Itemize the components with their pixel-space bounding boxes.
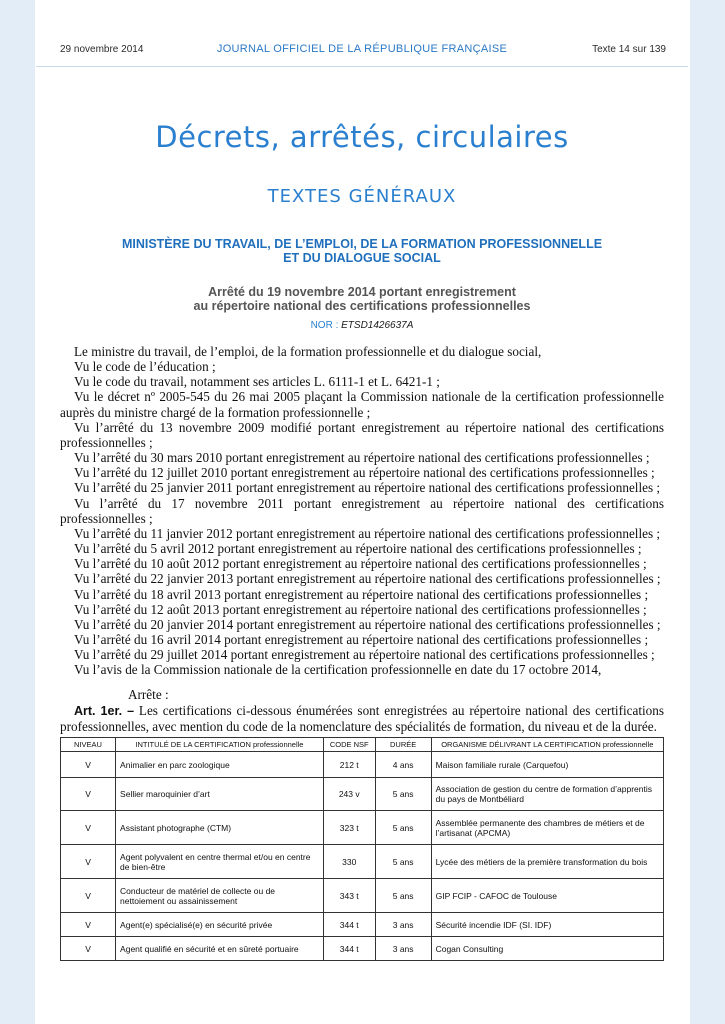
arrete-title-line-2: au répertoire national des certifications professionnelles: [193, 299, 531, 313]
paragraph: Vu l’avis de la Commission nationale de la certification professionnelle en date du 17 octobre 2014,: [74, 662, 602, 678]
header-date: 29 novembre 2014: [60, 44, 144, 55]
ministry-heading: [36, 237, 688, 265]
page-header: [36, 36, 688, 67]
cell-duration: 5 ans: [375, 879, 431, 913]
article-1: [60, 703, 664, 734]
paragraph: Vu l’arrêté du 12 août 2013 portant enregistrement au répertoire national des certifications professionnelles ;: [74, 601, 647, 617]
preamble: [60, 344, 664, 677]
paragraph: Vu l’arrêté du 29 juillet 2014 portant enregistrement au répertoire national des certifications professionnelles ;: [74, 647, 655, 663]
cell-duration: 3 ans: [375, 937, 431, 961]
cell-level: V: [61, 778, 116, 811]
paragraph: Vu le code du travail, notamment ses articles L. 6111-1 et L. 6421-1 ;: [74, 374, 440, 390]
ministry-line-1: MINISTÈRE DU TRAVAIL, DE L’EMPLOI, DE LA FORMATION PROFESSIONNELLE: [121, 237, 603, 251]
cell-code: 330: [323, 845, 375, 879]
table-row: [61, 845, 664, 879]
page-title: Décrets, arrêtés, circulaires: [155, 120, 569, 154]
cell-code: 243 v: [323, 778, 375, 811]
table-header-row: [61, 738, 664, 752]
cell-title: Conducteur de matériel de collecte ou de nettoiement ou assainissement: [116, 879, 324, 913]
cell-level: V: [61, 937, 116, 961]
paragraph: Vu l’arrêté du 16 avril 2014 portant enregistrement au répertoire national des certifications professionnelles ;: [74, 631, 649, 647]
cell-level: V: [61, 752, 116, 778]
table-row: [61, 778, 664, 811]
paragraph: Vu l’arrêté du 30 mars 2010 portant enregistrement au répertoire national des certifications professionnelles ;: [74, 450, 650, 466]
table-row: [61, 913, 664, 937]
header-journal-name: JOURNAL OFFICIEL DE LA RÉPUBLIQUE FRANÇAISE: [216, 43, 508, 55]
cell-code: 343 t: [323, 879, 375, 913]
arrete-title: [36, 285, 688, 313]
paragraph: Vu l’arrêté du 5 avril 2012 portant enregistrement au répertoire national des certifications professionnelles ;: [74, 541, 642, 557]
paragraph: Vu l’arrêté du 22 janvier 2013 portant enregistrement au répertoire national des certifications professionnelles ;: [74, 571, 661, 587]
cell-level: V: [61, 913, 116, 937]
cell-title: Assistant photographe (CTM): [116, 811, 324, 845]
left-margin-band: [0, 0, 35, 1024]
cell-duration: 5 ans: [375, 778, 431, 811]
ministry-line-2: ET DU DIALOGUE SOCIAL: [283, 251, 441, 265]
paragraph: Vu le code de l’éducation ;: [74, 359, 216, 375]
paragraph: Vu l’arrêté du 13 novembre 2009 modifié portant enregistrement au répertoire national des certifications professionnelles ;: [60, 419, 664, 450]
nor-reference: [36, 320, 688, 331]
cell-code: 344 t: [323, 913, 375, 937]
paragraph: Vu le décret nº 2005-545 du 26 mai 2005 plaçant la Commission nationale de la certification professionnelle auprès du ministre chargé de la formation professionnelle ;: [60, 389, 664, 420]
section-subtitle: TEXTES GÉNÉRAUX: [267, 186, 457, 207]
header-code: CODE NSF: [323, 738, 375, 752]
cell-organisation: Maison familiale rurale (Carquefou): [431, 752, 663, 778]
cell-title: Agent polyvalent en centre thermal et/ou en centre de bien-être: [116, 845, 324, 879]
article-text: Les certifications ci-dessous énumérées sont enregistrées au répertoire national des certifications professionnelles, avec mention du code de la nomenclature des spécialités de formation, du niveau et de la durée.: [60, 703, 664, 735]
certification-table: [60, 737, 664, 961]
cell-code: 344 t: [323, 937, 375, 961]
table-row: [61, 811, 664, 845]
paragraph: Vu l’arrêté du 25 janvier 2011 portant enregistrement au répertoire national des certifications professionnelles ;: [74, 480, 661, 496]
header-title: INTITULÉ DE LA CERTIFICATION professionnelle: [116, 738, 324, 752]
paragraph: Vu l’arrêté du 20 janvier 2014 portant enregistrement au répertoire national des certifications professionnelles ;: [74, 616, 661, 632]
paragraph: Le ministre du travail, de l’emploi, de la formation professionnelle et du dialogue social,: [74, 344, 542, 359]
header-level: NIVEAU: [61, 738, 116, 752]
cell-organisation: Sécurité incendie IDF (SI. IDF): [431, 913, 663, 937]
paragraph: Vu l’arrêté du 17 novembre 2011 portant enregistrement au répertoire national des certifications professionnelles ;: [60, 495, 664, 526]
cell-code: 323 t: [323, 811, 375, 845]
cell-code: 212 t: [323, 752, 375, 778]
cell-level: V: [61, 845, 116, 879]
cell-duration: 3 ans: [375, 913, 431, 937]
cell-duration: 5 ans: [375, 811, 431, 845]
cell-organisation: Lycée des métiers de la première transformation du bois: [431, 845, 663, 879]
paragraph: Vu l’arrêté du 10 août 2012 portant enregistrement au répertoire national des certifications professionnelles ;: [74, 556, 647, 572]
cell-level: V: [61, 879, 116, 913]
table-row: [61, 937, 664, 961]
cell-duration: 4 ans: [375, 752, 431, 778]
right-margin-band: [690, 0, 725, 1024]
nor-label: NOR :: [310, 320, 342, 331]
cell-organisation: GIP FCIP - CAFOC de Toulouse: [431, 879, 663, 913]
cell-duration: 5 ans: [375, 845, 431, 879]
arrete-word: Arrête :: [128, 687, 169, 702]
cell-level: V: [61, 811, 116, 845]
cell-title: Agent qualifié en sécurité et en sûreté portuaire: [116, 937, 324, 961]
table-row: [61, 879, 664, 913]
cell-organisation: Cogan Consulting: [431, 937, 663, 961]
table-row: [61, 752, 664, 778]
paragraph: Vu l’arrêté du 11 janvier 2012 portant enregistrement au répertoire national des certifications professionnelles ;: [74, 525, 661, 541]
header-duration: DURÉE: [375, 738, 431, 752]
article-label: Art. 1er. –: [74, 704, 135, 718]
paragraph: Vu l’arrêté du 12 juillet 2010 portant enregistrement au répertoire national des certifications professionnelles ;: [74, 465, 655, 481]
arrete-title-line-1: Arrêté du 19 novembre 2014 portant enregistrement: [208, 285, 516, 299]
nor-code: ETSD1426637A: [341, 320, 414, 331]
header-organisation: ORGANISME DÉLIVRANT LA CERTIFICATION professionnelle: [431, 738, 663, 752]
cell-organisation: Association de gestion du centre de formation d’apprentis du pays de Montbéliard: [431, 778, 663, 811]
cell-title: Animalier en parc zoologique: [116, 752, 324, 778]
cell-title: Agent(e) spécialisé(e) en sécurité privée: [116, 913, 324, 937]
cell-organisation: Assemblée permanente des chambres de métiers et de l’artisanat (APCMA): [431, 811, 663, 845]
paragraph: Vu l’arrêté du 18 avril 2013 portant enregistrement au répertoire national des certifications professionnelles ;: [74, 586, 649, 602]
cell-title: Sellier maroquinier d’art: [116, 778, 324, 811]
header-text-number: Texte 14 sur 139: [592, 44, 666, 55]
